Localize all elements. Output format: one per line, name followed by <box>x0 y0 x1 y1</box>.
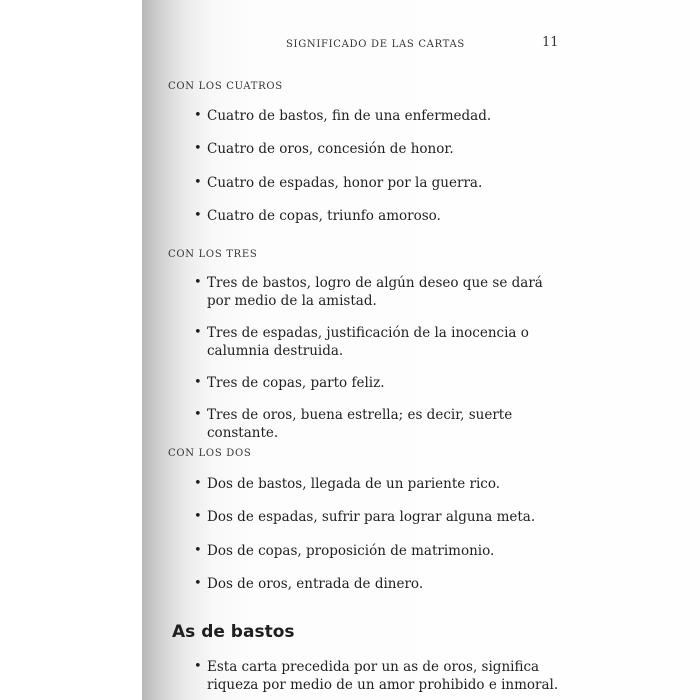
list-item: Esta carta precedida por un as de oros, significa riqueza por medio de un amor prohibido e inmoral. <box>207 659 559 693</box>
list-item: Dos de oros, entrada de dinero. <box>207 576 424 592</box>
bullet-icon: • <box>194 509 202 524</box>
list-item: Cuatro de bastos, fin de una enfermedad. <box>207 108 492 124</box>
bullet-icon: • <box>194 208 202 223</box>
list-item: Tres de espadas, justificación de la inocencia o calumnia destruida. <box>207 325 529 359</box>
bullet-icon: • <box>194 543 202 558</box>
bullet-icon: • <box>194 325 202 340</box>
section-label-tres: CON LOS TRES <box>168 249 258 260</box>
list-item: Dos de bastos, llegada de un pariente rico. <box>207 476 501 492</box>
list-item: Cuatro de oros, concesión de honor. <box>207 141 454 157</box>
bullet-icon: • <box>194 659 202 674</box>
section-label-dos: CON LOS DOS <box>168 448 252 459</box>
list-item: Tres de bastos, logro de algún deseo que se dará por medio de la amistad. <box>207 275 543 309</box>
bullet-icon: • <box>194 476 202 491</box>
section-label-cuatros: CON LOS CUATROS <box>168 81 283 92</box>
list-item: Dos de copas, proposición de matrimonio. <box>207 543 495 559</box>
bullet-icon: • <box>194 275 202 290</box>
list-item: Cuatro de espadas, honor por la guerra. <box>207 175 483 191</box>
running-header: SIGNIFICADO DE LAS CARTAS <box>286 39 465 50</box>
bullet-icon: • <box>194 108 202 123</box>
list-item: Dos de espadas, sufrir para lograr alguna meta. <box>207 509 536 525</box>
list-item: Cuatro de copas, triunfo amoroso. <box>207 208 441 224</box>
page-number: 11 <box>542 35 559 50</box>
bullet-icon: • <box>194 375 202 390</box>
list-item: Tres de copas, parto feliz. <box>207 375 385 391</box>
bullet-icon: • <box>194 141 202 156</box>
bullet-icon: • <box>194 576 202 591</box>
section-heading: As de bastos <box>172 622 295 642</box>
bullet-icon: • <box>194 175 202 190</box>
bullet-icon: • <box>194 407 202 422</box>
list-item: Tres de oros, buena estrella; es decir, suerte constante. <box>207 407 513 441</box>
